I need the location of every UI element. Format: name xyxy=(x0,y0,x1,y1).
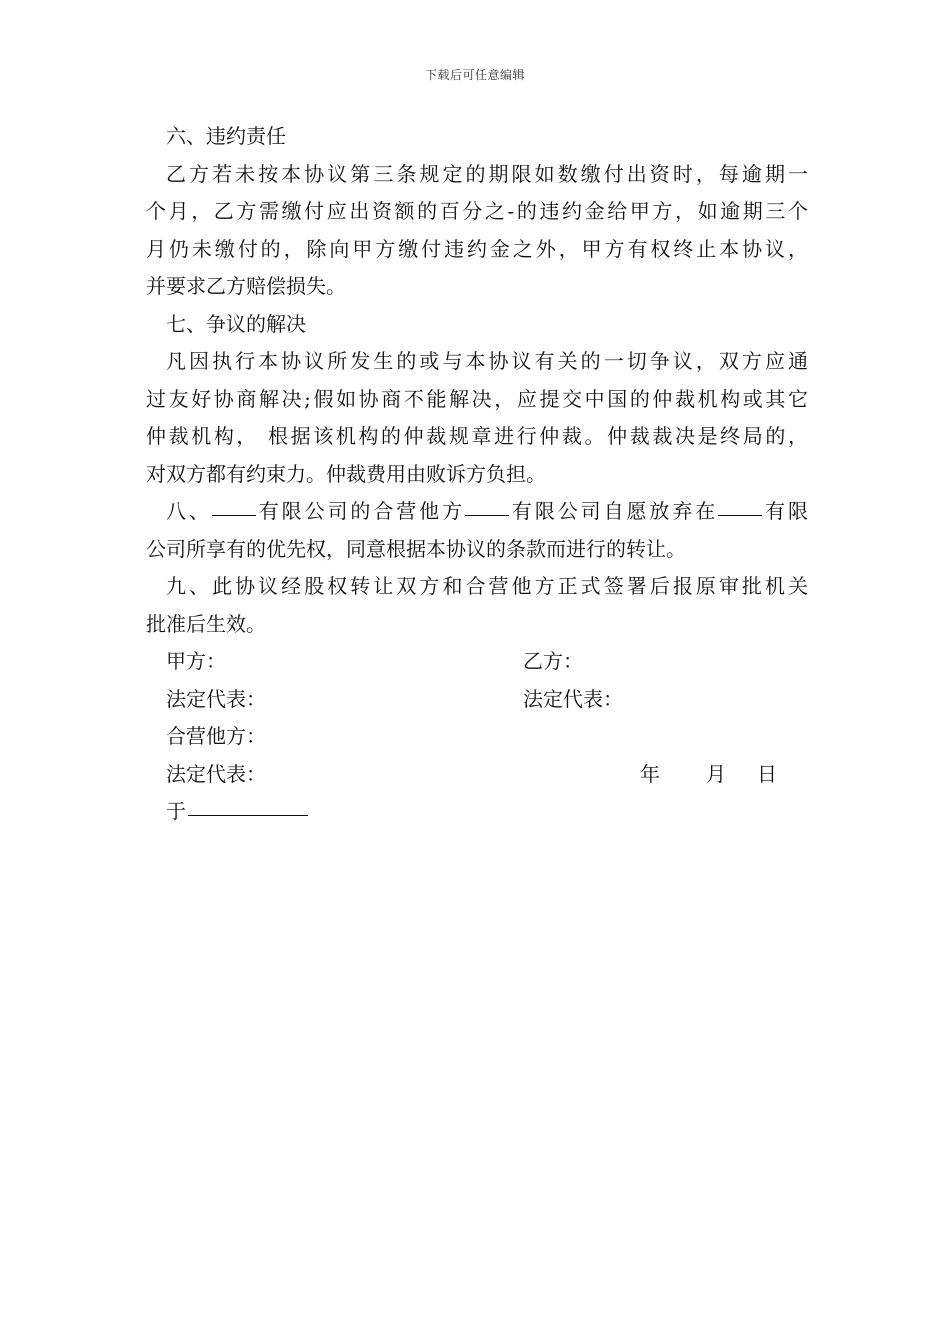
blank-company-name-2 xyxy=(465,514,509,516)
signature-row-representatives xyxy=(146,681,808,719)
date-year-label: 年 xyxy=(640,761,660,786)
place-field xyxy=(166,793,308,831)
paragraph-line: 对双方都有约束力。仲裁费用由败诉方负担。 xyxy=(146,461,546,486)
paragraph-line: 凡因执行本协议所发生的或与本协议有关的一切争议，双方应通 xyxy=(166,349,808,373)
signature-row-place xyxy=(146,793,808,831)
jv-party-label: 合营他方： xyxy=(166,724,266,748)
date-month-label: 月 xyxy=(706,761,726,786)
section-heading-breach: 六、违约责任 xyxy=(166,124,286,148)
section-eight-line xyxy=(146,493,808,531)
section-eight-text-1: 有限公司的合营他方 xyxy=(255,499,466,523)
section-eight-number: 八、 xyxy=(166,499,212,523)
paragraph-line: 过友好协商解决;假如协商不能解决，应提交中国的仲裁机构或其它 xyxy=(146,386,808,411)
page-header-note: 下载后可任意编辑 xyxy=(424,68,525,82)
jv-representative-label: 法定代表： xyxy=(166,761,266,786)
blank-place xyxy=(188,814,308,816)
paragraph-line: 批准后生效。 xyxy=(146,611,266,636)
paragraph-line: 并要求乙方赔偿损失。 xyxy=(146,274,346,298)
party-a-label: 甲方： xyxy=(166,649,226,673)
party-b-label: 乙方： xyxy=(523,649,583,673)
paragraph-line: 仲裁机构， 根据该机构的仲裁规章进行仲裁。仲裁裁决是终局的， xyxy=(146,424,808,448)
paragraph-line: 乙方若未按本协议第三条规定的期限如数缴付出资时，每逾期一 xyxy=(166,161,808,186)
party-b-representative-label: 法定代表： xyxy=(523,686,623,711)
signature-row-parties xyxy=(146,643,808,681)
party-a-representative-label: 法定代表： xyxy=(166,686,266,711)
blank-company-name-3 xyxy=(718,514,762,516)
section-nine-line: 九、此协议经股权转让双方和合营他方正式签署后报原审批机关 xyxy=(166,574,808,598)
paragraph-line: 月仍未缴付的，除向甲方缴付违约金之外，甲方有权终止本协议， xyxy=(146,236,808,261)
section-eight-text-3: 有限 xyxy=(762,499,809,523)
document-body xyxy=(146,118,808,831)
paragraph-line: 公司所享有的优先权，同意根据本协议的条款而进行的转让。 xyxy=(146,536,686,561)
paragraph-line: 个月，乙方需缴付应出资额的百分之-的违约金给甲方，如逾期三个 xyxy=(146,199,808,223)
section-eight-text-2: 有限公司自愿放弃在 xyxy=(509,499,719,523)
signature-row-jv-party xyxy=(146,718,808,756)
section-heading-dispute: 七、争议的解决 xyxy=(166,311,306,336)
place-prefix-label: 于 xyxy=(166,799,186,823)
signature-row-jv-representative xyxy=(146,756,808,794)
date-day-label: 日 xyxy=(757,761,777,786)
blank-company-name-1 xyxy=(212,514,256,516)
